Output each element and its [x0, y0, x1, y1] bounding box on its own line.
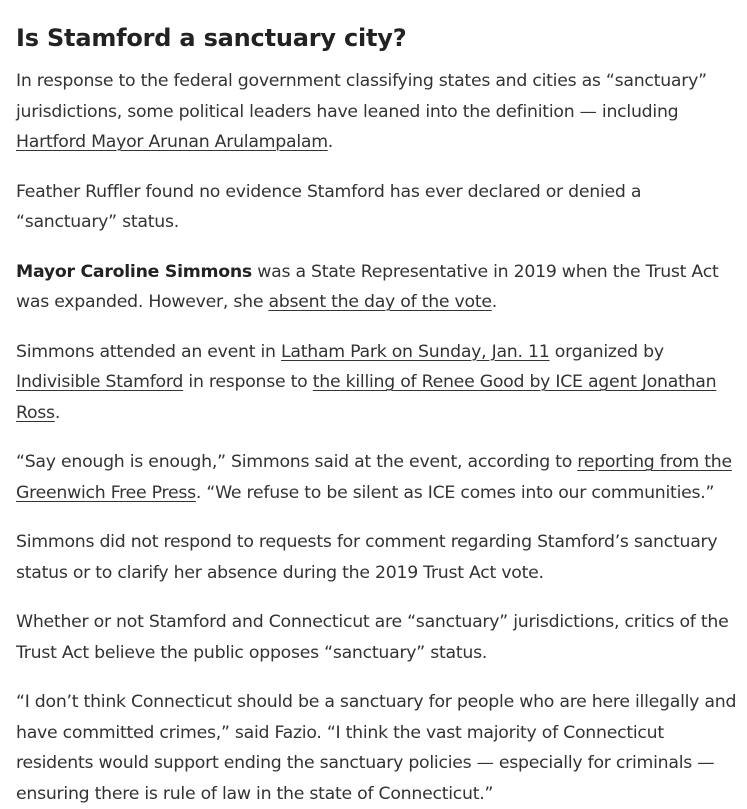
renee-good-link[interactable]: the killing of Renee Good by ICE agent Jonathan Ross: [16, 372, 717, 423]
paragraph-3: [16, 257, 741, 318]
latham-park-link[interactable]: Latham Park on Sunday, Jan. 11: [281, 341, 550, 362]
paragraph-4: [16, 337, 741, 429]
indivisible-stamford-link[interactable]: Indivisible Stamford: [16, 372, 184, 392]
paragraph-7: Whether or not Stamford and Connecticut are “sanctuary” jurisdictions, critics of the Trust Act believe the public opposes “sanctuary” status.: [16, 612, 729, 663]
paragraph-1-text: In response to the federal government classifying states and cities as “sanctuary” jurisdictions, some political leaders have leaned into the definition — including: [16, 71, 707, 122]
paragraph-5-text-1: “Say enough is enough,” Simmons said at the event, according to: [16, 452, 578, 472]
greenwich-free-press-link[interactable]: reporting from the Greenwich Free Press: [16, 452, 732, 503]
paragraph-3-text: was a State Representative in 2019 when the Trust Act was expanded. However, she: [16, 261, 719, 312]
section-heading: Is Stamford a sanctuary city?: [16, 24, 407, 52]
paragraph-8: “I don’t think Connecticut should be a sanctuary for people who are here illegally and have committed crimes,” said Fazio. “I think the vast majority of Connecticut residents would support ending the sanctuary policies — especially for criminals — ensuring there is rule of law in the state of Connecticut.”: [16, 692, 737, 804]
paragraph-3-end: .: [491, 292, 497, 312]
hartford-mayor-link[interactable]: Hartford Mayor Arunan Arulampalam: [16, 132, 328, 152]
paragraph-1: [16, 66, 741, 158]
paragraph-4-end: .: [54, 402, 61, 423]
paragraph-6: Simmons did not respond to requests for comment regarding Stamford’s sanctuary status or to clarify her absence during the 2019 Trust Act vote.: [16, 532, 718, 583]
paragraph-5-text-2: . “We refuse to be silent as ICE comes into our communities.”: [195, 482, 715, 503]
mayor-name-bold: Mayor Caroline Simmons: [16, 261, 252, 282]
absent-vote-link[interactable]: absent the day of the vote: [268, 292, 492, 312]
paragraph-4-text-3: in response to: [183, 372, 313, 392]
paragraph-5: [16, 447, 741, 508]
paragraph-1-end: .: [327, 132, 334, 152]
paragraph-4-text-1: Simmons attended an event in: [16, 341, 281, 362]
paragraph-4-text-2: organized by: [549, 341, 664, 362]
paragraph-2: Feather Ruffler found no evidence Stamford has ever declared or denied a “sanctuary” status.: [16, 181, 642, 232]
